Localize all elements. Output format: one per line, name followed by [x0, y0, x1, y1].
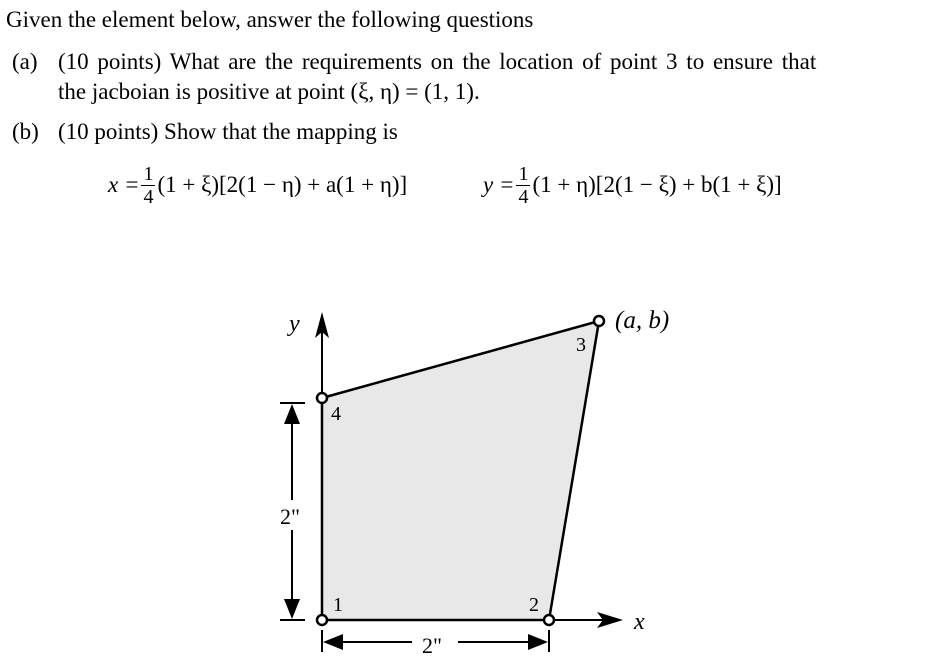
- horizontal-dim-arrow-left-icon: [323, 634, 343, 650]
- x-axis-label: x: [634, 609, 645, 635]
- horizontal-dim-arrow-right-icon: [528, 634, 548, 650]
- question-b-label: (b): [12, 119, 39, 144]
- equation-y-lhs: y =: [483, 172, 515, 197]
- equation-y-denominator: 4: [518, 185, 529, 208]
- intro-text: Given the element below, answer the following questions: [6, 7, 534, 32]
- equation-x-lhs: x =: [108, 172, 140, 197]
- equation-x-denominator: 4: [143, 185, 154, 208]
- question-a-line2: the jacboian is positive at point (ξ, η) = (1, 1).: [58, 79, 480, 104]
- node-1-icon: [317, 615, 327, 625]
- equation-y-rhs: (1 + η)[2(1 − ξ) + b(1 + ξ)]: [532, 172, 782, 197]
- node-label-4: 4: [331, 403, 341, 425]
- element-quadrilateral: [322, 321, 599, 620]
- point-3-coordinates: (a, b): [615, 307, 670, 334]
- node-4-icon: [317, 393, 327, 403]
- node-label-1: 1: [333, 594, 343, 616]
- node-3-icon: [594, 316, 604, 326]
- question-a-label: (a): [12, 49, 38, 74]
- equation-x-rhs: (1 + ξ)[2(1 − η) + a(1 + η)]: [157, 172, 408, 197]
- question-b-text: (10 points) Show that the mapping is: [58, 119, 398, 144]
- node-label-2: 2: [529, 594, 539, 616]
- y-axis-label: y: [289, 311, 300, 337]
- vertical-dim-arrow-down-icon: [284, 599, 300, 619]
- node-2-icon: [544, 615, 554, 625]
- horizontal-dimension-label: 2": [422, 633, 442, 658]
- equation-x-numerator: 1: [143, 162, 154, 185]
- vertical-dim-arrow-up-icon: [284, 404, 300, 424]
- equation-y-numerator: 1: [518, 162, 529, 185]
- vertical-dimension-label: 2": [280, 504, 300, 529]
- node-label-3: 3: [576, 334, 586, 356]
- question-a-line1: (10 points) What are the requirements on the location of point 3 to ensure that: [58, 49, 817, 74]
